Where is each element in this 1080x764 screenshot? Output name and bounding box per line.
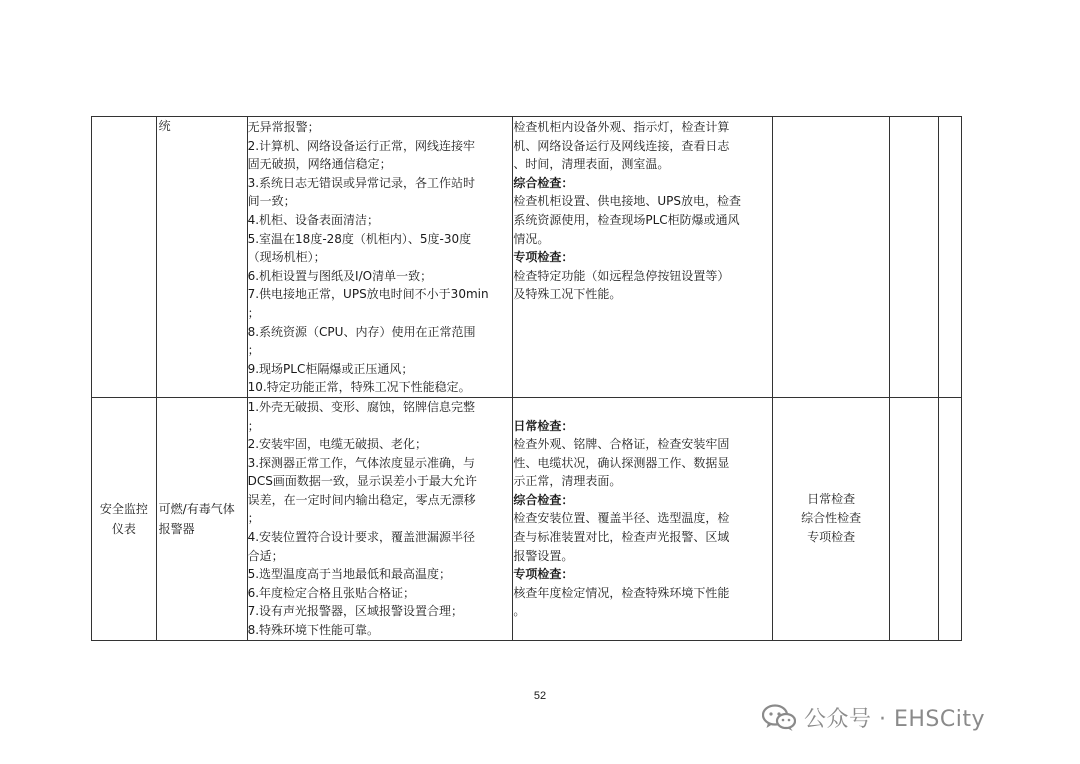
method-line: 报警设置。 bbox=[513, 548, 574, 563]
category-cell bbox=[92, 397, 157, 640]
requirement-line: 10.特定功能正常，特殊工况下性能稳定。 bbox=[247, 380, 471, 395]
requirement-line: 3.系统日志无错误或异常记录，各工作站时 bbox=[247, 175, 476, 190]
requirement-line: 误差，在一定时间内输出稳定，零点无漂移 bbox=[247, 492, 476, 507]
page-number: 52 bbox=[533, 690, 547, 702]
requirement-line: 2.安装牢固，电缆无破损、老化； bbox=[247, 437, 428, 452]
frequency-line: 专项检查 bbox=[807, 530, 856, 545]
inspection-table bbox=[91, 116, 962, 641]
method-heading: 综合检查： bbox=[513, 492, 574, 507]
method-line: 检查机柜内设备外观、指示灯，检查计算 bbox=[513, 120, 730, 134]
blank-cell bbox=[938, 117, 961, 398]
method-line: 机、网络设备运行及网线连接，查看日志 bbox=[513, 138, 730, 153]
watermark bbox=[762, 702, 985, 733]
method-line: 检查特定功能（如远程急停按钮设置等） bbox=[513, 268, 730, 283]
item-cell bbox=[156, 117, 247, 398]
requirement-line: 5.选型温度高于当地最低和最高温度； bbox=[247, 567, 452, 582]
method-line: 及特殊工况下性能。 bbox=[513, 287, 622, 302]
method-line: 。 bbox=[513, 604, 526, 619]
method-heading: 专项检查： bbox=[513, 250, 574, 265]
requirement-line: 无异常报警； bbox=[247, 120, 320, 134]
requirement-line: 间一致； bbox=[247, 194, 296, 209]
frequency-line: 综合性检查 bbox=[801, 511, 862, 526]
requirement-line: 2.计算机、网络设备运行正常，网线连接牢 bbox=[247, 138, 476, 153]
method-line: 示正常，清理表面。 bbox=[513, 474, 622, 489]
category-cell bbox=[92, 117, 157, 398]
method-line: 情况。 bbox=[513, 231, 550, 246]
method-line: 、时间，清理表面，测室温。 bbox=[513, 157, 670, 172]
method-line: 检查机柜设置、供电接地、UPS放电，检查 bbox=[513, 194, 741, 209]
requirement-line: 7.设有声光报警器，区域报警设置合理； bbox=[247, 604, 464, 619]
blank-cell bbox=[890, 397, 939, 640]
requirement-line: 8.系统资源（CPU、内存）使用在正常范围 bbox=[247, 324, 476, 339]
requirement-line: 固无破损，网络通信稳定； bbox=[247, 157, 392, 172]
frequency-cell bbox=[773, 397, 890, 640]
requirement-line: 9.现场PLC柜隔爆或正压通风； bbox=[247, 361, 414, 376]
method-line: 查与标准装置对比，检查声光报警、区域 bbox=[513, 530, 730, 545]
method-line: 检查外观、铭牌、合格证，检查安装牢固 bbox=[513, 437, 730, 452]
methods-cell bbox=[513, 397, 773, 640]
requirement-line: 3.探测器正常工作，气体浓度显示准确，与 bbox=[247, 455, 476, 470]
requirement-line: 7.供电接地正常，UPS放电时间不小于30min bbox=[247, 287, 489, 302]
requirement-line: ； bbox=[247, 305, 260, 320]
method-heading: 专项检查： bbox=[513, 567, 574, 582]
watermark-text: 公众号 · EHSCity bbox=[804, 707, 986, 732]
requirement-line: ； bbox=[247, 418, 260, 433]
requirement-line: 6.年度检定合格且张贴合格证； bbox=[247, 585, 416, 600]
item-cell bbox=[156, 397, 247, 640]
method-line: 系统资源使用，检查现场PLC柜防爆或通风 bbox=[513, 212, 740, 227]
item-text: 统 bbox=[158, 119, 171, 133]
method-line: 检查安装位置、覆盖半径、选型温度，检 bbox=[513, 511, 730, 526]
requirements-cell bbox=[247, 397, 513, 640]
requirements-cell bbox=[247, 117, 513, 398]
item-text: 可燃/有毒气体报警器 bbox=[158, 501, 235, 536]
requirement-line: 5.室温在18度-28度（机柜内）、5度-30度 bbox=[247, 231, 472, 246]
blank-cell bbox=[938, 397, 961, 640]
table-row bbox=[92, 397, 962, 640]
requirement-line: ； bbox=[247, 511, 260, 526]
requirement-line: 合适； bbox=[247, 548, 284, 563]
requirement-line: 4.安装位置符合设计要求，覆盖泄漏源半径 bbox=[247, 530, 476, 545]
category-text: 安全监控仪表 bbox=[99, 501, 148, 536]
requirement-line: 6.机柜设置与图纸及I/O清单一致； bbox=[247, 268, 433, 283]
method-heading: 日常检查： bbox=[513, 418, 574, 433]
requirement-line: （现场机柜）； bbox=[247, 250, 326, 265]
method-heading: 综合检查： bbox=[513, 175, 574, 190]
requirement-line: 1.外壳无破损、变形、腐蚀，铭牌信息完整 bbox=[247, 399, 476, 414]
requirement-line: 8.特殊环境下性能可靠。 bbox=[247, 623, 380, 638]
frequency-line: 日常检查 bbox=[807, 492, 856, 507]
requirement-line: ； bbox=[247, 343, 260, 358]
requirement-line: 4.机柜、设备表面清洁； bbox=[247, 212, 380, 227]
frequency-cell bbox=[773, 117, 890, 398]
method-line: 核查年度检定情况，检查特殊环境下性能 bbox=[513, 585, 730, 600]
table-row bbox=[92, 117, 962, 398]
requirement-line: DCS画面数据一致，显示误差小于最大允许 bbox=[247, 474, 477, 489]
method-line: 性、电缆状况，确认探测器工作、数据显 bbox=[513, 455, 730, 470]
wechat-icon bbox=[762, 704, 796, 732]
methods-cell bbox=[513, 117, 773, 398]
blank-cell bbox=[890, 117, 939, 398]
